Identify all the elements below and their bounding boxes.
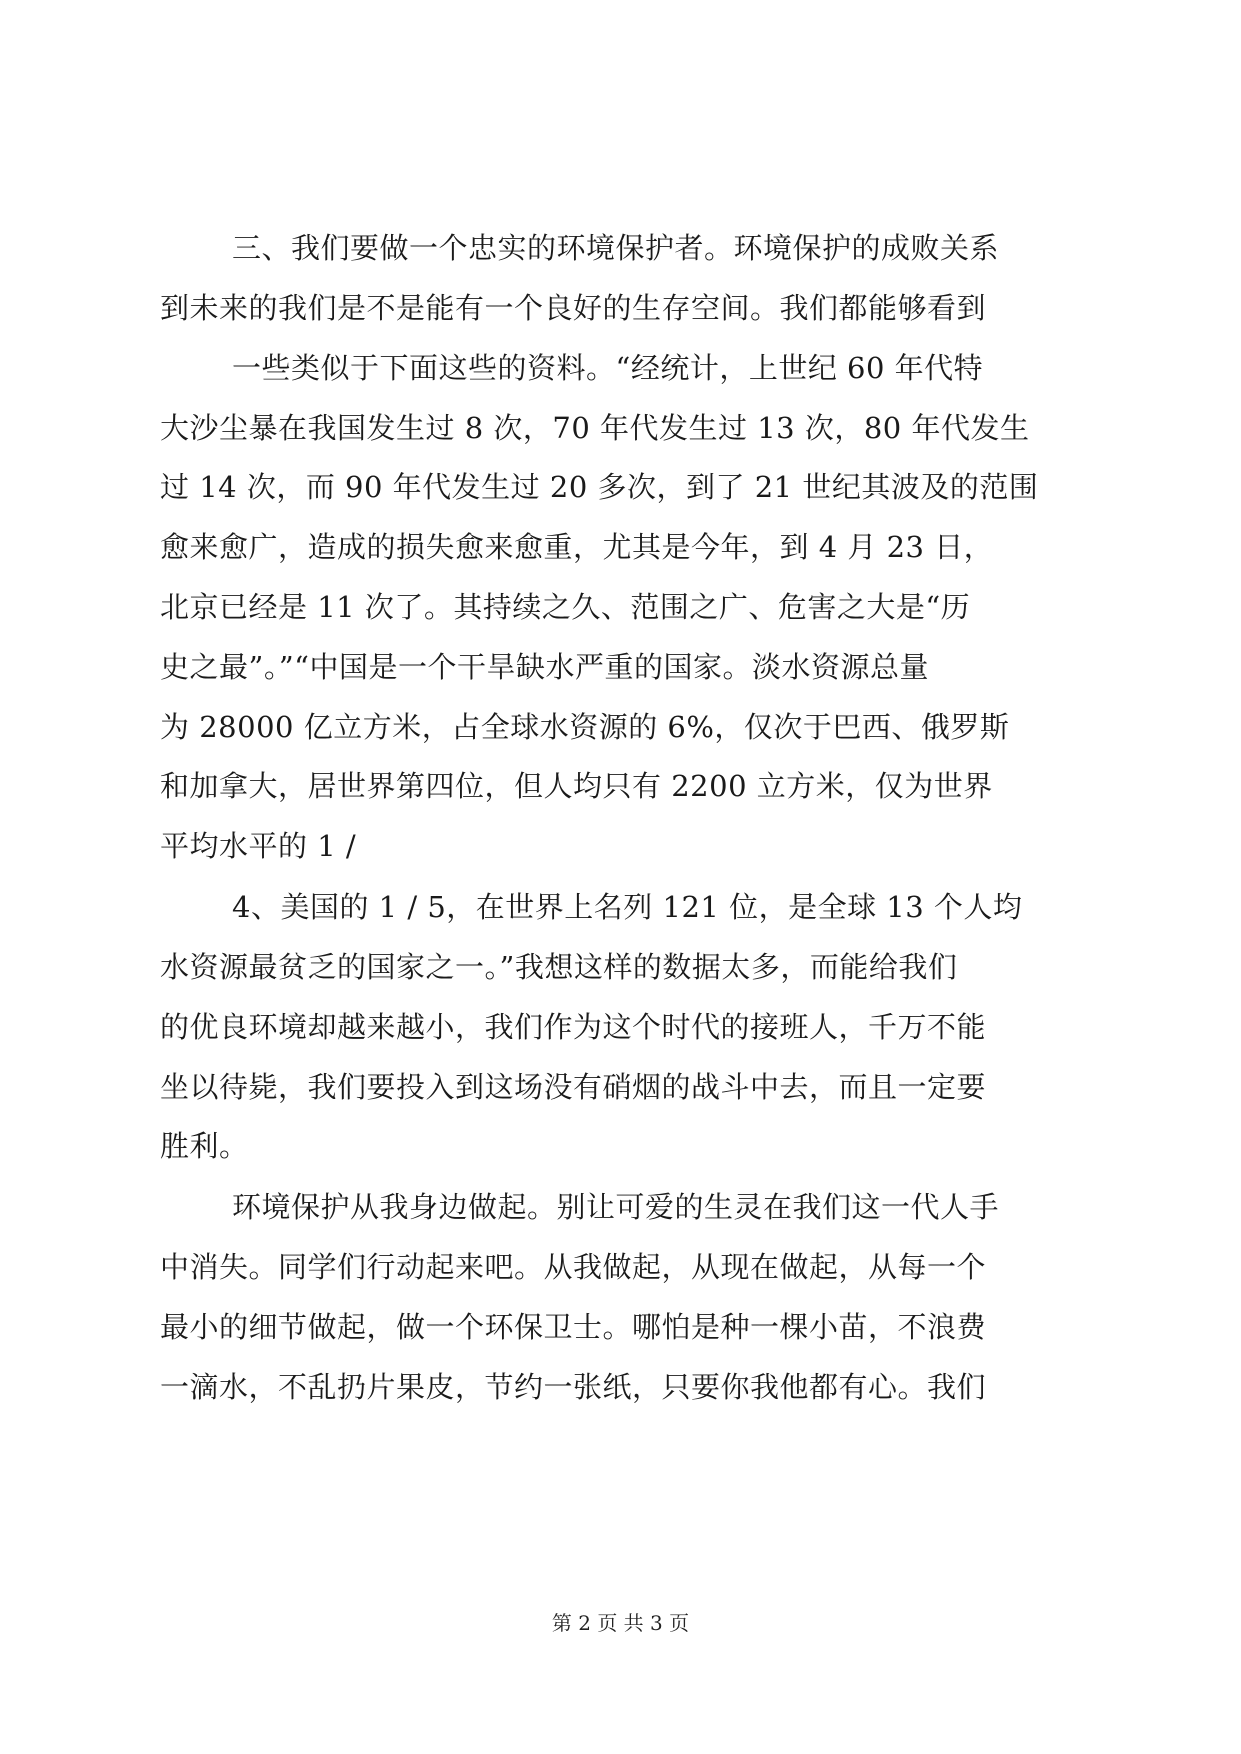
text-line: 中消失。同学们行动起来吧。从我做起，从现在做起，从每一个 <box>160 1250 987 1284</box>
text-line: 和加拿大，居世界第四位，但人均只有 2200 立方米，仅为世界 <box>160 769 993 803</box>
text-line: 一些类似于下面这些的资料。“经统计，上世纪 60 年代特 <box>232 351 984 385</box>
text-line: 三、我们要做一个忠实的环境保护者。环境保护的成败关系 <box>232 231 1000 265</box>
text-line: 北京已经是 11 次了。其持续之久、范围之广、危害之大是“历 <box>160 590 971 624</box>
text-line: 过 14 次，而 90 年代发生过 20 多次，到了 21 世纪其波及的范围 <box>160 470 1039 504</box>
text-line: 为 28000 亿立方米，占全球水资源的 6%，仅次于巴西、俄罗斯 <box>160 710 1010 744</box>
text-line: 史之最”。”“中国是一个干旱缺水严重的国家。淡水资源总量 <box>160 650 929 684</box>
text-line: 平均水平的 1 / <box>160 829 357 863</box>
text-line: 最小的细节做起，做一个环保卫士。哪怕是种一棵小苗，不浪费 <box>160 1310 987 1344</box>
text-line: 到未来的我们是不是能有一个良好的生存空间。我们都能够看到 <box>160 291 987 325</box>
text-line: 一滴水，不乱扔片果皮，节约一张纸，只要你我他都有心。我们 <box>160 1370 987 1404</box>
text-line: 水资源最贫乏的国家之一。”我想这样的数据太多，而能给我们 <box>160 950 958 984</box>
text-line: 愈来愈广，造成的损失愈来愈重，尤其是今年，到 4 月 23 日， <box>160 530 994 564</box>
text-line: 的优良环境却越来越小，我们作为这个时代的接班人，千万不能 <box>160 1010 987 1044</box>
page-number-footer: 第 2 页 共 3 页 <box>551 1611 690 1635</box>
text-line: 环境保护从我身边做起。别让可爱的生灵在我们这一代人手 <box>232 1190 1000 1224</box>
text-line: 胜利。 <box>160 1129 249 1163</box>
text-line: 大沙尘暴在我国发生过 8 次，70 年代发生过 13 次，80 年代发生 <box>160 411 1030 445</box>
text-line: 4、美国的 1 / 5，在世界上名列 121 位，是全球 13 个人均 <box>232 890 1023 924</box>
text-line: 坐以待毙，我们要投入到这场没有硝烟的战斗中去，而且一定要 <box>160 1070 987 1104</box>
